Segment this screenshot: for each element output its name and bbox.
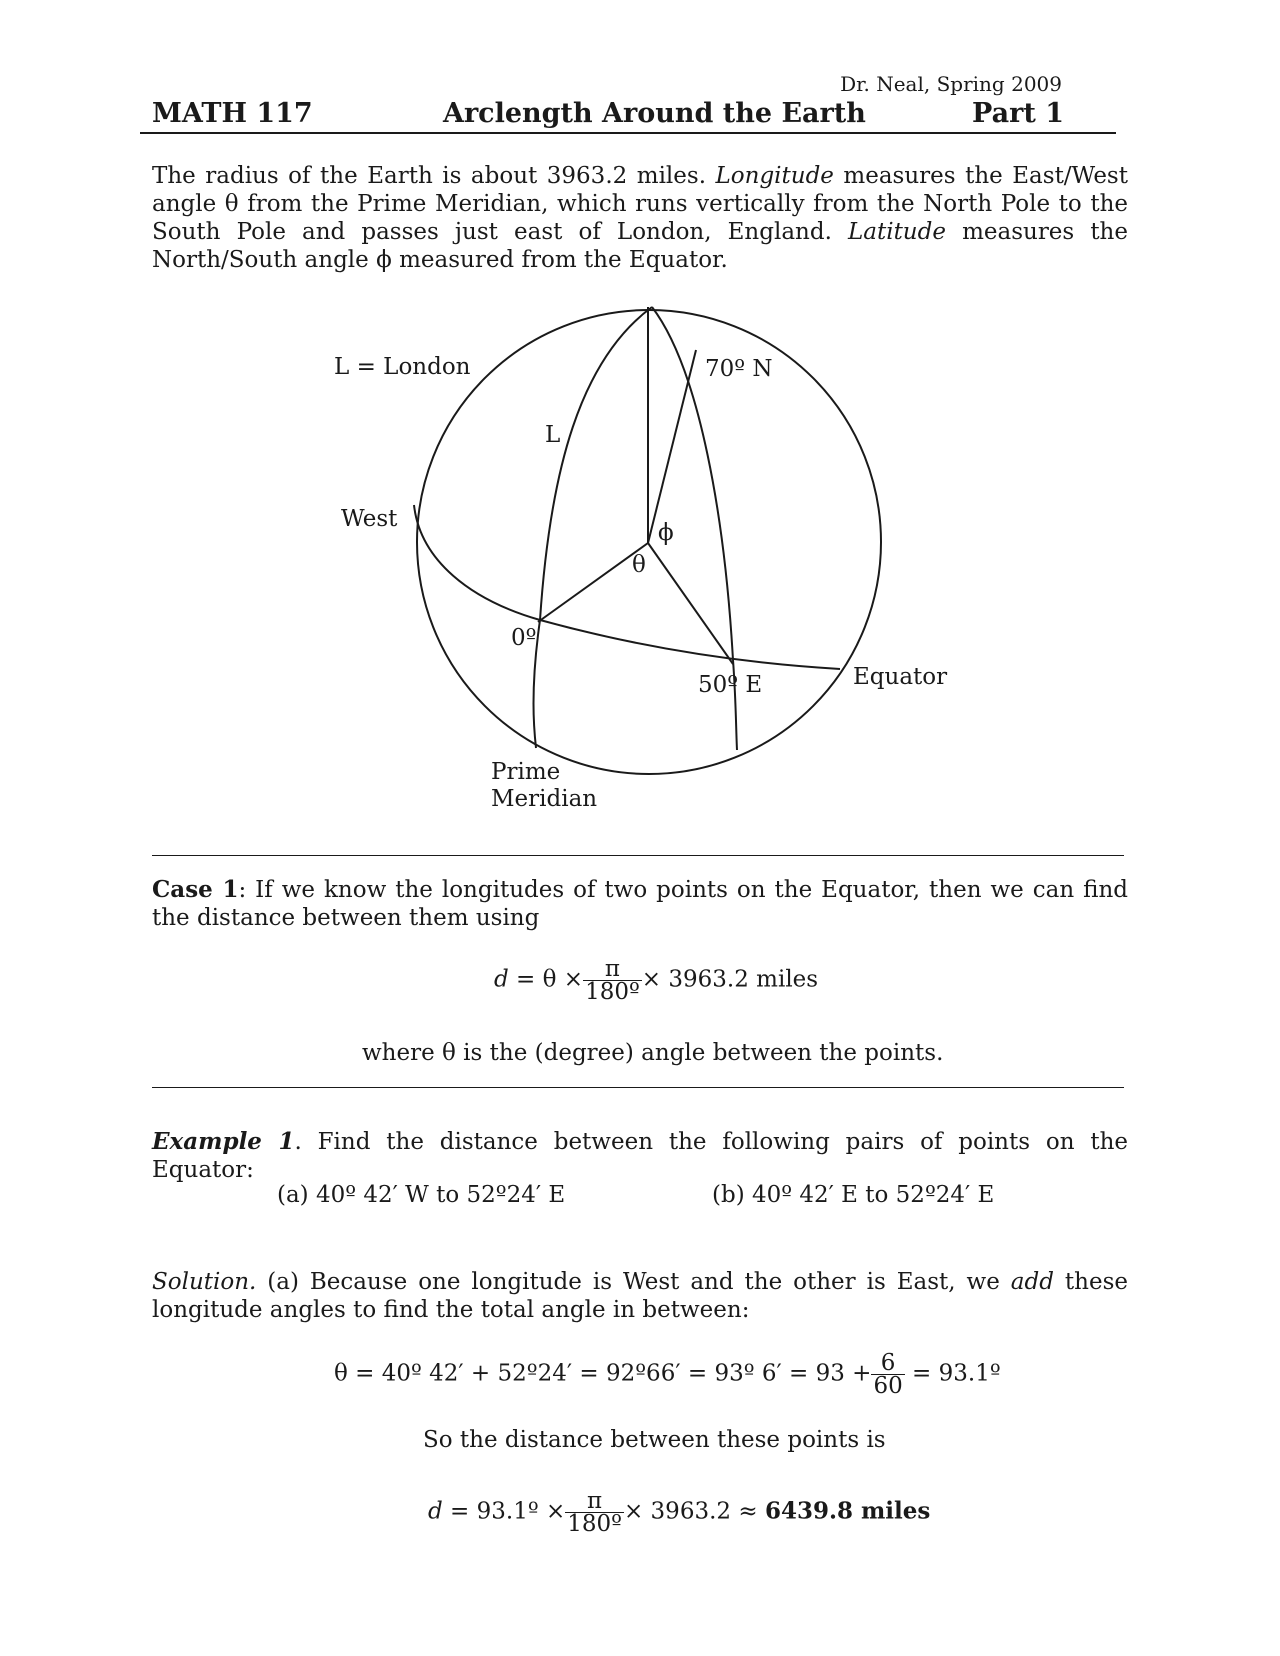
intro-text-2: measures the East/West angle θ from the Prime Meridian, which runs vertically from the North Pole to the South Pole and passes just east of London, England. [152, 163, 1128, 245]
distance-result: 6439.8 miles [764, 1497, 931, 1525]
radius-to-50e [648, 543, 733, 664]
prime-label: Prime [491, 759, 561, 785]
so-distance-text: So the distance between these points is [423, 1427, 886, 1453]
formula-d: d [494, 966, 509, 993]
distance-eq-rhs: × 3963.2 ≈ [623, 1498, 765, 1525]
latitude-term: Latitude [847, 219, 946, 245]
intro-text-1: The radius of the Earth is about 3963.2 miles. [152, 163, 716, 189]
theta-eq-six: 6 [880, 1350, 896, 1376]
solution-add: add [1010, 1269, 1054, 1295]
london-key-label: L = London [334, 354, 471, 380]
formula-theta-times: = θ × [508, 966, 584, 993]
equator-line [414, 505, 840, 669]
l-mark-label: L [545, 422, 561, 448]
north-70-label: 70º N [705, 356, 773, 382]
case1-label: Case 1 [152, 876, 239, 903]
theta-eq-rhs: = 93.1º [904, 1360, 1001, 1387]
theta-equation [334, 1352, 1001, 1397]
solution-text-1: (a) Because one longitude is West and the other is East, we [256, 1269, 1011, 1295]
west-label: West [341, 506, 398, 532]
distance-eq-fraction [565, 1490, 624, 1535]
solution-label: Solution. [152, 1269, 257, 1295]
example1-text: . Find the distance between the following pairs of points on the Equator: [152, 1129, 1129, 1183]
distance-equation [428, 1490, 930, 1535]
solution-paragraph [152, 1268, 1128, 1324]
page-title: Arclength Around the Earth [443, 98, 866, 129]
formula-fraction [583, 958, 642, 1003]
case1-text: : If we know the longitudes of two points on the Equator, then we can find the distance between them using [152, 877, 1128, 931]
theta-eq-lhs: θ = 40º 42′ + 52º24′ = 92º66′ = 93º 6′ = 93 + [334, 1360, 872, 1387]
theta-label: θ [632, 552, 646, 578]
case1-paragraph [152, 876, 1128, 932]
phi-label: ϕ [658, 520, 674, 546]
separator-top [152, 855, 1124, 856]
course-code: MATH 117 [152, 98, 313, 129]
formula-rhs: × 3963.2 miles [641, 966, 819, 993]
example1-paragraph [152, 1128, 1128, 1184]
separator-bottom [152, 1087, 1124, 1088]
formula-pi: π [604, 956, 620, 982]
distance-eq-180: 180º [567, 1511, 622, 1537]
distance-eq-d: d [428, 1498, 443, 1525]
meridian-label: Meridian [491, 786, 598, 812]
case1-formula [494, 958, 818, 1003]
intro-text-3: measures the North/South angle ϕ measured from the Equator. [152, 219, 1128, 273]
theta-eq-sixty: 60 [873, 1373, 903, 1399]
distance-eq-pi: π [587, 1488, 603, 1514]
prime-meridian-line [534, 307, 653, 748]
equator-label: Equator [853, 664, 948, 690]
distance-eq-lhs: = 93.1º × [442, 1498, 566, 1525]
example1-part-a: (a) 40º 42′ W to 52º24′ E [277, 1182, 566, 1208]
solution-text-2: these longitude angles to find the total angle in between: [152, 1269, 1128, 1323]
formula-180: 180º [585, 979, 640, 1005]
zero-degree-label: 0º [511, 625, 537, 651]
radius-to-70n [648, 350, 696, 543]
example1-label: Example 1 [152, 1128, 295, 1155]
example1-part-b: (b) 40º 42′ E to 52º24′ E [712, 1182, 995, 1208]
case1-where: where θ is the (degree) angle between the points. [362, 1040, 944, 1066]
east-50-label: 50º E [698, 672, 763, 698]
theta-eq-fraction [871, 1352, 904, 1397]
longitude-term: Longitude [715, 163, 834, 189]
author-line: Dr. Neal, Spring 2009 [840, 72, 1062, 96]
part-label: Part 1 [972, 98, 1064, 129]
